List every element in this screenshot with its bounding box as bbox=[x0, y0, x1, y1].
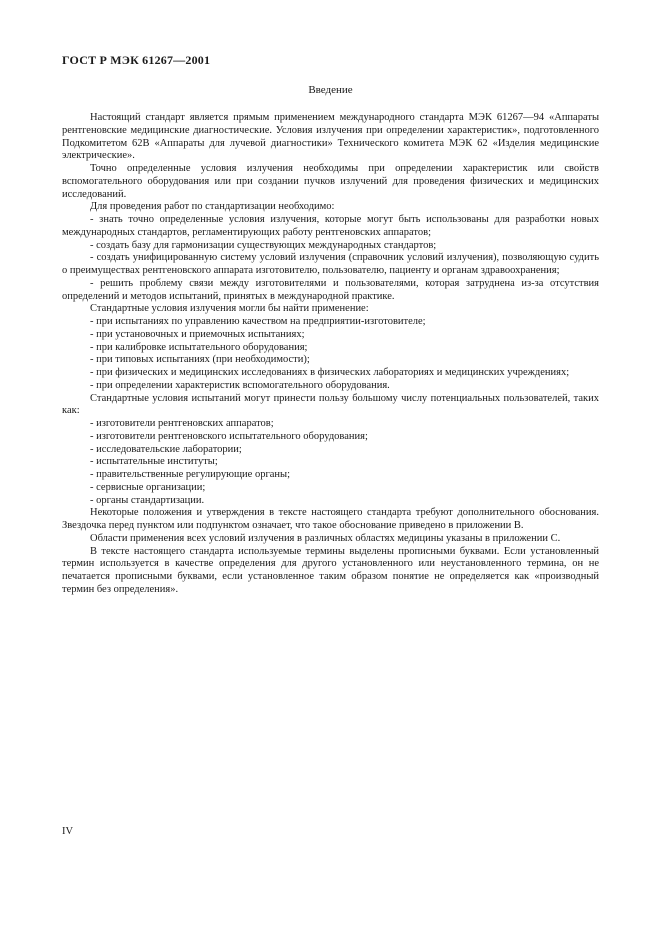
list-item: - решить проблему связи между изготовителями и пользователями, которая затруднена из-за отсутствия определений и методов испытаний, принятых в международной практике. bbox=[62, 277, 599, 302]
list-item: - при определении характеристик вспомогательного оборудования. bbox=[90, 379, 390, 391]
body-text bbox=[62, 112, 599, 597]
list-item: - при испытаниях по управлению качеством на предприятии-изготовителе; bbox=[90, 316, 426, 327]
list-item: - знать точно определенные условия излучения, которые могут быть использованы для разработки новых международных стандартов, регламентирующих работу рентгеновских аппаратов; bbox=[62, 214, 599, 238]
paragraph: Области применения всех условий излучения в различных областях медицины указаны в приложении С. bbox=[90, 532, 561, 544]
list-item: - изготовители рентгеновского испытательного оборудования; bbox=[90, 430, 368, 442]
list-item: - при типовых испытаниях (при необходимости); bbox=[90, 354, 310, 366]
list-item: - при физических и медицинских исследованиях в физических лабораториях и медицинских учреждениях; bbox=[90, 367, 570, 378]
list-item: - создать унифицированную систему условий излучения (справочник условий излучения), позволяющую судить о преимуществах рентгеновского аппарата изготовителю, пользователю, пациенту и органам здравоохранения; bbox=[62, 252, 599, 276]
list-item: - органы стандартизации. bbox=[90, 494, 205, 506]
list-item: - правительственные регулирующие органы; bbox=[90, 469, 291, 480]
paragraph: Настоящий стандарт является прямым применением международного стандарта МЭК 61267—94 «Аппараты рентгеновские медицинские диагностические. Условия излучения при определении характеристик», подготовленного Подкомитетом 62В «Аппараты для лучевой диагностики» Технического комитета МЭК 62 «Изделия медицинские электрические». bbox=[62, 112, 599, 162]
section-title: Введение bbox=[308, 84, 353, 96]
page-number: IV bbox=[62, 826, 74, 837]
list-item: - испытательные институты; bbox=[90, 456, 218, 468]
paragraph: Некоторые положения и утверждения в тексте настоящего стандарта требуют дополнительного обоснования. Звездочка перед пунктом или подпунктом означает, что такое обоснование приведено в приложении В. bbox=[62, 507, 599, 531]
list-item: - создать базу для гармонизации существующих международных стандартов; bbox=[90, 239, 437, 251]
list-item: - сервисные организации; bbox=[90, 481, 206, 493]
paragraph: Стандартные условия излучения могли бы найти применение: bbox=[90, 303, 369, 315]
paragraph: В тексте настоящего стандарта используемые термины выделены прописными буквами. Если установленный термин используется в качестве определения для другого установленного или неустановленного термина, он не печатается прописными буквами, если установленное таким образом понятие не определяется как «производный термин без определения». bbox=[62, 545, 599, 595]
document-code-header: ГОСТ Р МЭК 61267—2001 bbox=[62, 53, 211, 67]
list-item: - при калибровке испытательного оборудования; bbox=[90, 341, 308, 353]
list-item: - изготовители рентгеновских аппаратов; bbox=[90, 418, 274, 429]
paragraph: Стандартные условия испытаний могут принести пользу большому числу потенциальных пользователей, таких как: bbox=[62, 392, 599, 417]
list-item: - исследовательские лаборатории; bbox=[90, 443, 242, 455]
paragraph: Для проведения работ по стандартизации необходимо: bbox=[90, 201, 335, 213]
paragraph: Точно определенные условия излучения необходимы при определении характеристик или свойств вспомогательного оборудования или при создании пучков излучений для проведения физических и медицинских исследований. bbox=[62, 163, 599, 200]
list-item: - при установочных и приемочных испытаниях; bbox=[90, 328, 305, 340]
